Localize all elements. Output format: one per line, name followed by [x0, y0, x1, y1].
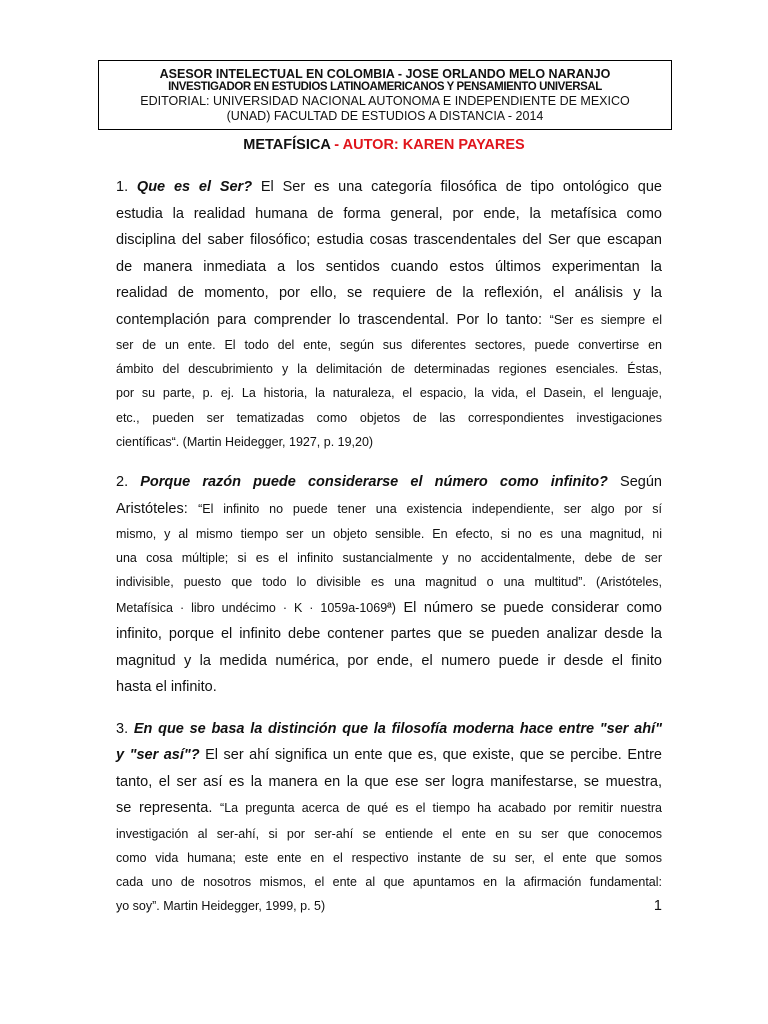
- quote-text: “Ser es siempre el: [549, 312, 662, 327]
- body-line: infinito, porque el infinito debe contener partes que se pueden analizar desde la: [116, 626, 662, 643]
- quote-line: ámbito del descubrimiento y la delimitación de determinadas regiones esenciales. Éstas,: [116, 362, 662, 377]
- quote-line: por su parte, p. ej. La historia, la naturaleza, el espacio, la vida, el Dasein, el lenguaje,: [116, 386, 662, 401]
- quote-line: una cosa múltiple; si es el infinito sustancialmente y no accidentalmente, debe de ser: [116, 551, 662, 566]
- header-line-2: INVESTIGADOR EN ESTUDIOS LATINOAMERICANOS Y PENSAMIENTO UNIVERSAL: [168, 81, 602, 93]
- body-line: Metafísica · libro undécimo · K · 1059a-1069ª) El número se puede considerar como: [116, 599, 662, 616]
- body-line: 3. En que se basa la distinción que la filosofía moderna hace entre "ser ahí": [116, 720, 663, 737]
- body-line: realidad de momento, por ello, se requiere de la reflexión, el análisis y la: [116, 285, 662, 301]
- quote-line: investigación al ser-ahí, si por ser-ahí se entiende el ente en su ser que conocemos: [116, 826, 662, 841]
- quote-line: mismo, y al mismo tiempo ser un objeto sensible. En efecto, si no es una magnitud, ni: [116, 527, 662, 542]
- question-2: Porque razón puede considerarse el número como infinito?: [140, 474, 608, 491]
- title-separator: -: [330, 137, 343, 153]
- document-body: [116, 174, 662, 918]
- body-line: y "ser así"? El ser ahí significa un ente que es, que existe, que se percibe. Entre: [116, 747, 662, 764]
- document-header-box: [98, 60, 672, 130]
- body-line: magnitud y la medida numérica, por ende, el numero puede ir desde el finito: [116, 652, 662, 669]
- body-line: se representa. “La pregunta acerca de qué es el tiempo ha acabado por remitir nuestra: [116, 800, 662, 817]
- body-line: hasta el infinito.: [116, 679, 217, 696]
- quote-text: “El infinito no puede tener una existencia independiente, ser algo por sí: [198, 501, 663, 516]
- quote-line: cada uno de nosotros mismos, el ente al que apuntamos en la afirmación fundamental:: [116, 875, 662, 890]
- title-main: METAFÍSICA: [243, 137, 331, 153]
- header-line-3: EDITORIAL: UNIVERSIDAD NACIONAL AUTONOMA E INDEPENDIENTE DE MEXICO: [140, 94, 630, 108]
- body-line: de manera inmediata a los sentidos cuando estos últimos experimentan la: [116, 258, 662, 275]
- quote-line: ser de un ente. El todo del ente, según sus diferentes sectores, puede convertirse en: [116, 338, 662, 352]
- question-3-cont: y "ser así"?: [116, 747, 200, 764]
- header-line-4: (UNAD) FACULTAD DE ESTUDIOS A DISTANCIA - 2014: [226, 109, 544, 123]
- quote-line: yo soy”. Martin Heidegger, 1999, p. 5) 1: [116, 894, 662, 918]
- quote-line: indivisible, puesto que todo lo divisible es una magnitud o una multitud”. (Aristóteles,: [116, 575, 662, 590]
- quote-text: “La pregunta acerca de qué es el tiempo ha acabado por remitir nuestra: [220, 801, 662, 816]
- body-line: estudia la realidad humana de forma general, por ende, la metafísica como: [116, 205, 662, 222]
- quote-line: científicas“. (Martin Heidegger, 1927, p. 19,20): [116, 434, 374, 449]
- page-number: 1: [653, 898, 662, 915]
- quote-line: como vida humana; este ente en el respectivo instante de su ser, el ente que somos: [116, 850, 662, 865]
- question-1: Que es el Ser?: [136, 179, 253, 195]
- title-author: AUTOR: KAREN PAYARES: [342, 137, 525, 153]
- quote-line: etc., pueden ser tematizadas como objetos de las correspondientes investigaciones: [116, 410, 662, 425]
- body-line: Aristóteles: “El infinito no puede tener una existencia independiente, ser algo por sí: [116, 500, 663, 517]
- body-line: tanto, el ser así es la manera en la que ese ser logra manifestarse, se muestra,: [116, 773, 662, 790]
- citation-text: Metafísica · libro undécimo · K · 1059a-1069ª): [116, 600, 396, 615]
- question-3: En que se basa la distinción que la filosofía moderna hace entre "ser ahí": [133, 720, 663, 737]
- header-line-1: ASESOR INTELECTUAL EN COLOMBIA - JOSE ORLANDO MELO NARANJO: [159, 67, 611, 81]
- document-title: [0, 136, 768, 154]
- body-line: 1. Que es el Ser? El Ser es una categoría filosófica de tipo ontológico que: [116, 179, 662, 195]
- body-line: disciplina del saber filosófico; estudia cosas trascendentales del Ser que escapan: [116, 232, 662, 248]
- body-line: 2. Porque razón puede considerarse el número como infinito? Según: [116, 474, 662, 491]
- body-line: contemplación para comprender lo trascendental. Por lo tanto: “Ser es siempre el: [116, 311, 662, 328]
